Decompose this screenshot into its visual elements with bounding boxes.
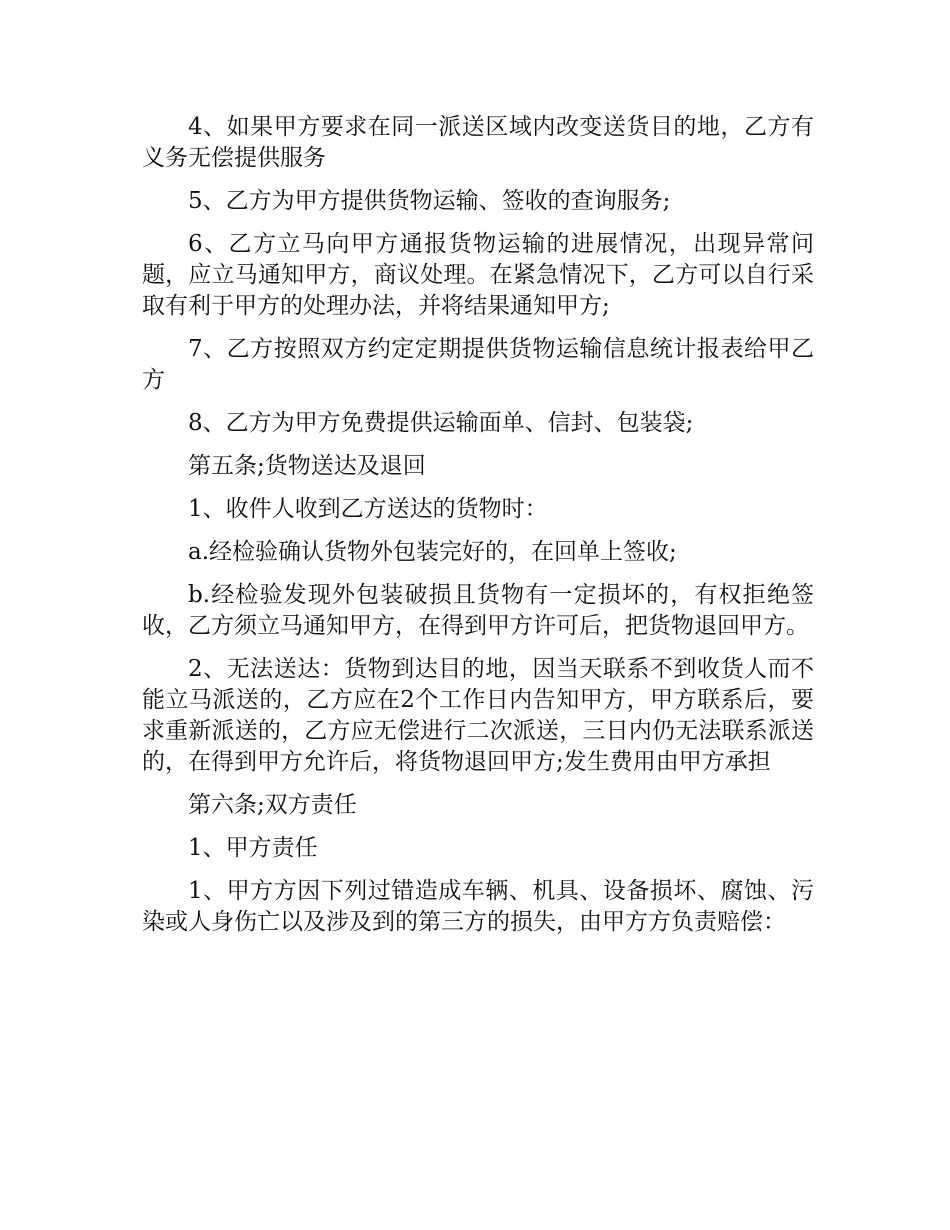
- delivery-item-1: 1、收件人收到乙方送达的货物时：: [188, 496, 548, 522]
- clause-5-query-service: 5、乙方为甲方提供货物运输、签收的查询服务;: [188, 188, 671, 214]
- delivery-item-b: b.经检验发现外包装破损且货物有一定损坏的，有权拒绝签收，乙方须立马通知甲方，在得到甲方许可后，把货物退回甲方。: [142, 582, 814, 639]
- document-page: [142, 112, 814, 950]
- article-5-heading: 第五条;货物送达及退回: [188, 453, 426, 479]
- delivery-item-2-undeliverable: 2、无法送达：货物到达目的地，因当天联系不到收货人而不能立马派送的，乙方应在2个工作日内告知甲方，甲方联系后，要求重新派送的，乙方应无偿进行二次派送，三日内仍无法联系派送的，在得到甲方允许后，将货物退回甲方;发生费用由甲方承担: [142, 656, 814, 775]
- clause-6-progress-report: 6、乙方立马向甲方通报货物运输的进展情况，出现异常问题，应立马通知甲方，商议处理。在紧急情况下，乙方可以自行采取有利于甲方的处理办法，并将结果通知甲方;: [142, 231, 814, 319]
- party-a-responsibility-heading: 1、甲方责任: [188, 835, 318, 861]
- clause-8-free-materials: 8、乙方为甲方免费提供运输面单、信封、包装袋;: [188, 410, 694, 436]
- delivery-item-a: a.经检验确认货物外包装完好的，在回单上签收;: [188, 539, 677, 565]
- party-a-responsibility-item-1: 1、甲方方因下列过错造成车辆、机具、设备损坏、腐蚀、污染或人身伤亡以及涉及到的第三方的损失，由甲方方负责赔偿：: [142, 878, 814, 935]
- clause-4-change-destination: 4、如果甲方要求在同一派送区域内改变送货目的地，乙方有义务无偿提供服务: [142, 114, 814, 171]
- clause-7-statistics-report: 7、乙方按照双方约定定期提供货物运输信息统计报表给甲乙方: [142, 336, 814, 393]
- article-6-heading: 第六条;双方责任: [188, 792, 357, 818]
